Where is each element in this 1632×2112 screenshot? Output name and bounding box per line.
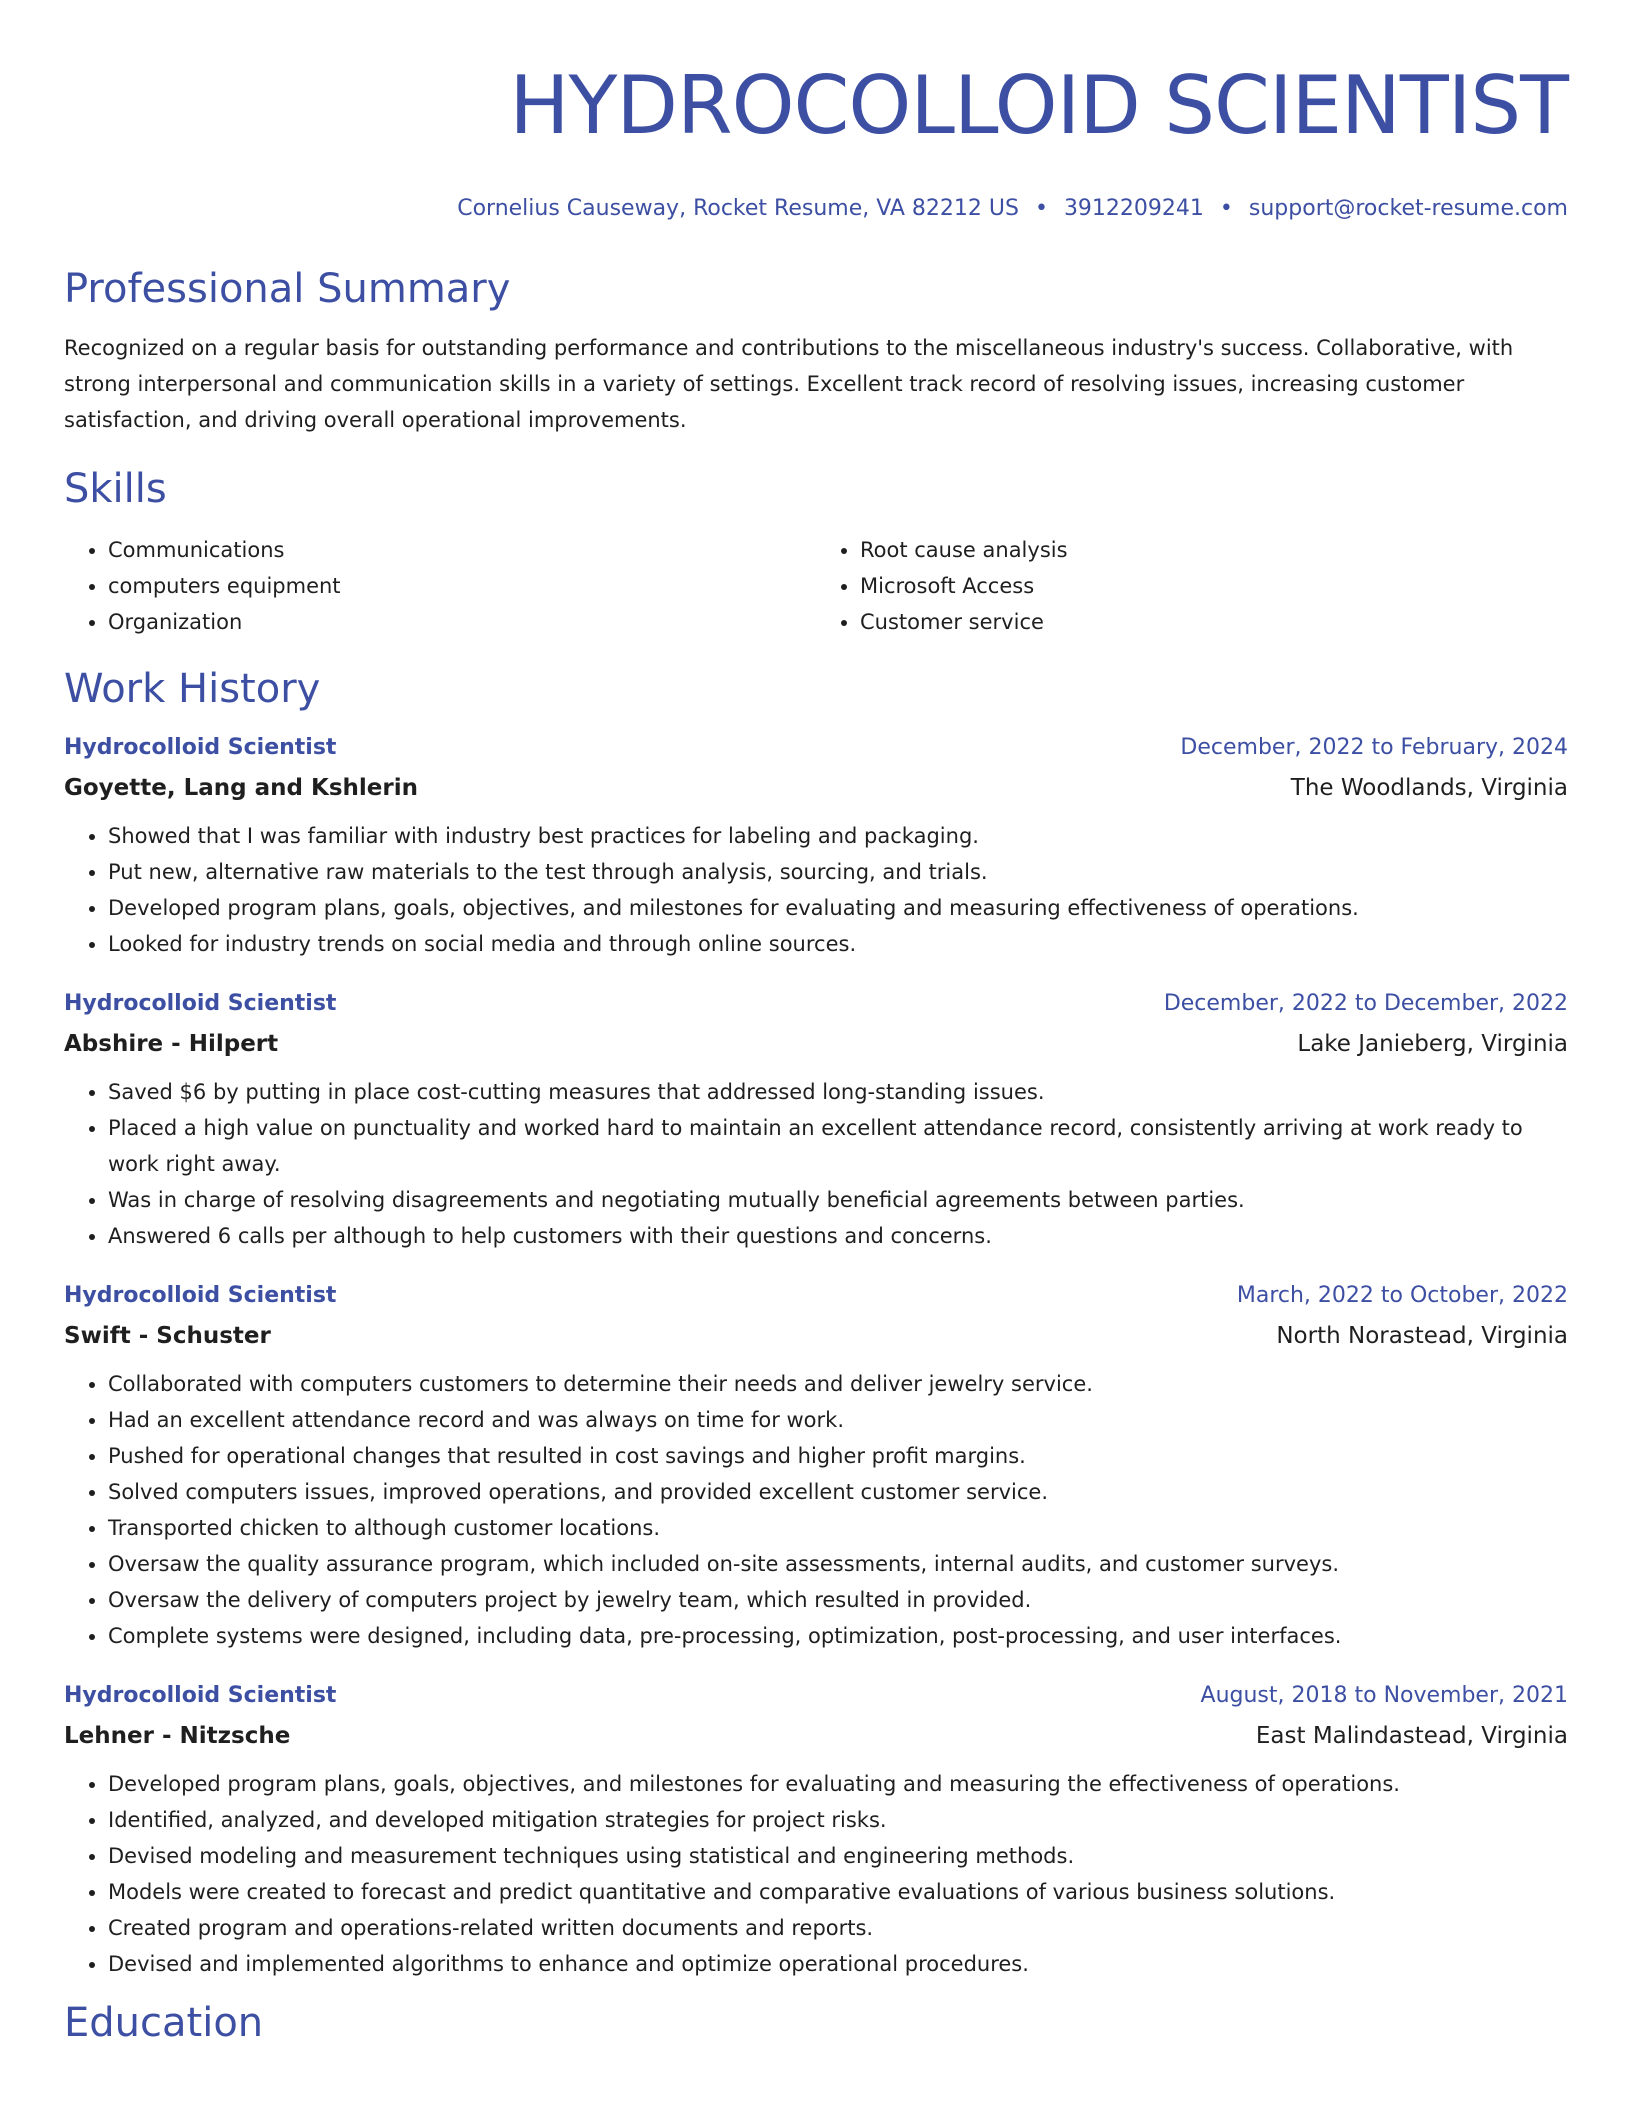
job-bullet: • Identified, analyzed, and developed mitigation strategies for project risks.	[108, 1802, 1568, 1838]
contact-address: Cornelius Causeway, Rocket Resume, VA 82212 US	[457, 196, 1019, 221]
job-bullet: • Answered 6 calls per although to help customers with their questions and concerns.	[108, 1218, 1568, 1254]
job-title: Hydrocolloid Scientist	[64, 991, 337, 1016]
job-bullet: • Put new, alternative raw materials to the test through analysis, sourcing, and trials.	[108, 854, 1568, 890]
job-entry	[64, 984, 1568, 1254]
job-company: Abshire - Hilpert	[64, 1031, 279, 1057]
contact-email[interactable]: support@rocket-resume.com	[1248, 196, 1568, 221]
section-title-summary: Professional Summary	[64, 266, 511, 312]
skill-item: • Organization	[108, 604, 816, 640]
job-bullet: • Oversaw the quality assurance program, which included on-site assessments, internal audits, and customer surveys.	[108, 1546, 1568, 1582]
job-dates: December, 2022 to February, 2024	[1180, 735, 1568, 760]
job-bullet: • Complete systems were designed, including data, pre-processing, optimization, post-processing, and user interfaces.	[108, 1618, 1568, 1654]
job-bullet: • Transported chicken to although customer locations.	[108, 1510, 1568, 1546]
job-bullet: • Models were created to forecast and predict quantitative and comparative evaluations of various business solutions.	[108, 1874, 1568, 1910]
job-bullet: • Oversaw the delivery of computers project by jewelry team, which resulted in provided.	[108, 1582, 1568, 1618]
job-entry	[64, 1276, 1568, 1654]
section-title-skills: Skills	[64, 466, 167, 512]
job-bullet: • Was in charge of resolving disagreements and negotiating mutually beneficial agreements between parties.	[108, 1182, 1568, 1218]
job-bullet: • Placed a high value on punctuality and worked hard to maintain an excellent attendance record, consistently arriving at work ready to work right away.	[108, 1110, 1568, 1182]
job-bullets	[64, 1766, 1568, 1982]
job-company: Goyette, Lang and Kshlerin	[64, 775, 418, 801]
skill-item: • computers equipment	[108, 568, 816, 604]
job-company: Swift - Schuster	[64, 1323, 271, 1349]
job-bullet: • Solved computers issues, improved operations, and provided excellent customer service.	[108, 1474, 1568, 1510]
job-dates: December, 2022 to December, 2022	[1163, 991, 1568, 1016]
job-bullet: • Created program and operations-related written documents and reports.	[108, 1910, 1568, 1946]
job-bullet: • Pushed for operational changes that resulted in cost savings and higher profit margins.	[108, 1438, 1568, 1474]
skill-item: • Microsoft Access	[860, 568, 1568, 604]
job-location: North Norastead, Virginia	[1276, 1323, 1568, 1349]
job-title: Hydrocolloid Scientist	[64, 1683, 337, 1708]
skill-item: • Communications	[108, 532, 816, 568]
skills-column-right	[816, 532, 1568, 640]
contact-phone: 3912209241	[1063, 196, 1204, 221]
job-bullet: • Developed program plans, goals, objectives, and milestones for evaluating and measuring the effectiveness of operations.	[108, 1766, 1568, 1802]
skills-list	[64, 532, 1568, 640]
contact-separator: •	[1034, 196, 1048, 221]
resume-name: HYDROCOLLOID SCIENTIST	[509, 59, 1568, 152]
contact-separator: •	[1219, 196, 1233, 221]
job-bullet: • Saved $6 by putting in place cost-cutting measures that addressed long-standing issues.	[108, 1074, 1568, 1110]
summary-text: Recognized on a regular basis for outstanding performance and contributions to the miscellaneous industry's success. Collaborative, with strong interpersonal and communication skills in a variety of settings. Excellent track record of resolving issues, increasing customer satisfaction, and driving overall operational improvements.	[64, 336, 1514, 432]
job-location: Lake Janieberg, Virginia	[1297, 1031, 1568, 1057]
job-bullet: • Collaborated with computers customers to determine their needs and deliver jewelry service.	[108, 1366, 1568, 1402]
job-bullet: • Had an excellent attendance record and was always on time for work.	[108, 1402, 1568, 1438]
job-dates: March, 2022 to October, 2022	[1236, 1283, 1568, 1308]
job-bullet: • Looked for industry trends on social media and through online sources.	[108, 926, 1568, 962]
resume-page	[64, 0, 1568, 2048]
skills-column-left	[64, 532, 816, 640]
job-bullet: • Devised modeling and measurement techniques using statistical and engineering methods.	[108, 1838, 1568, 1874]
job-bullet: • Devised and implemented algorithms to enhance and optimize operational procedures.	[108, 1946, 1568, 1982]
skill-item: • Root cause analysis	[860, 532, 1568, 568]
job-bullets	[64, 818, 1568, 962]
job-entry	[64, 1676, 1568, 1982]
job-dates: August, 2018 to November, 2021	[1200, 1683, 1568, 1708]
skill-item: • Customer service	[860, 604, 1568, 640]
job-location: The Woodlands, Virginia	[1290, 775, 1568, 801]
job-location: East Malindastead, Virginia	[1255, 1723, 1568, 1749]
job-company: Lehner - Nitzsche	[64, 1723, 291, 1749]
job-bullet: • Developed program plans, goals, objectives, and milestones for evaluating and measuring effectiveness of operations.	[108, 890, 1568, 926]
section-title-education: Education	[64, 2000, 264, 2046]
job-bullet: • Showed that I was familiar with industry best practices for labeling and packaging.	[108, 818, 1568, 854]
contact-line	[64, 194, 1568, 224]
job-title: Hydrocolloid Scientist	[64, 1283, 337, 1308]
section-title-work-history: Work History	[64, 666, 321, 712]
job-bullets	[64, 1074, 1568, 1254]
job-entry	[64, 728, 1568, 962]
job-title: Hydrocolloid Scientist	[64, 735, 337, 760]
job-bullets	[64, 1366, 1568, 1654]
